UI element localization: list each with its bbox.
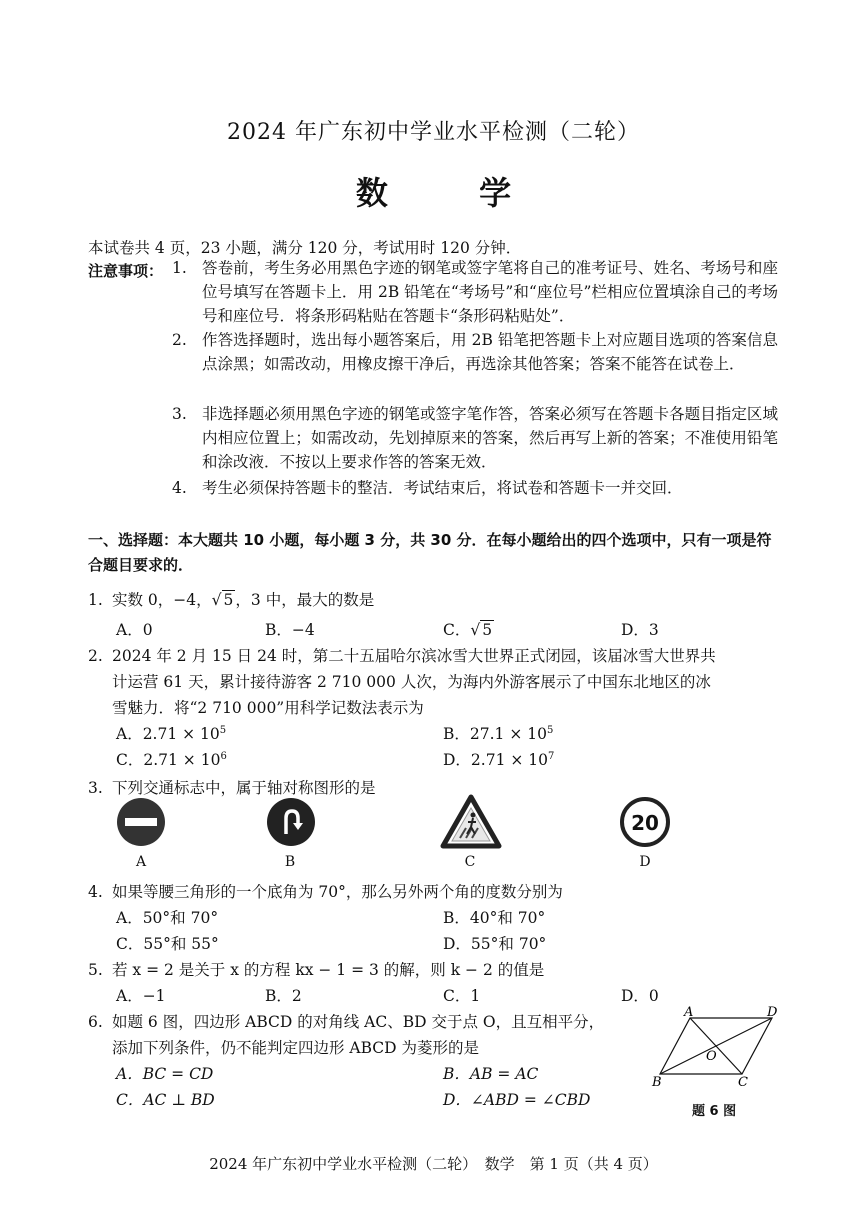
option-b: B．$27.1 \times 10^5$ (443, 724, 554, 743)
no-entry-sign-icon (115, 796, 167, 848)
speed-limit-value: 20 (631, 811, 659, 835)
notice-item (172, 402, 782, 474)
option-a: A．−1 (116, 987, 166, 1005)
question-3 (88, 776, 376, 798)
question-2 (88, 644, 716, 666)
vertex-c-label: C (738, 1075, 748, 1090)
question-number: 1. (88, 591, 103, 609)
speed-limit-sign-icon (619, 796, 671, 848)
notice-text: 答卷前，考生务必用黑色字迹的钢笔或签字笔将自己的准考证号、姓名、考场号和座位号填写在答题卡上．用 2B 铅笔在“考场号”和“座位号”栏相应位置填涂自己的考场号和座位号．将条形码粘贴在答题卡“条形码粘贴处”． (202, 259, 778, 325)
notice-item (172, 328, 782, 376)
question-number: 6. (88, 1013, 103, 1031)
option-b: B．AB = AC (443, 1065, 539, 1083)
notice-item (172, 256, 782, 328)
option-b: B．40°和 70° (443, 909, 546, 927)
question-number: 5. (88, 961, 103, 979)
notice-text: 作答选择题时，选出每小题答案后，用 2B 铅笔把答题卡上对应题目选项的答案信息点涂黑；如需改动，用橡皮擦干净后，再选涂其他答案；答案不能答在试卷上． (202, 331, 778, 373)
vertex-d-label: D (767, 1005, 778, 1020)
notice-number: 2. (172, 331, 187, 349)
vertex-a-label: A (684, 1005, 694, 1020)
option-d: D．55°和 70° (443, 935, 547, 953)
page-footer: 2024 年广东初中学业水平检测（二轮） 数学 第 1 页（共 4 页） (209, 1155, 658, 1173)
option-c: C．55°和 55° (116, 935, 219, 953)
option-c: C．1 (443, 987, 481, 1005)
option-d: D．$2.71 \times 10^7$ (443, 750, 555, 769)
sign-label-a: A (135, 854, 147, 870)
sign-label-d: D (639, 854, 651, 870)
question-4 (88, 880, 563, 902)
notice-label: 注意事项： (88, 262, 164, 280)
u-turn-sign-icon (265, 796, 317, 848)
question-1: 1. 实数 0，−4，√ 5 ，3 中，最大的数是 (88, 591, 375, 609)
figure-caption: 题 6 图 (692, 1104, 737, 1119)
exam-title: 2024 年广东初中学业水平检测（二轮） (227, 120, 640, 145)
option-b: B．−4 (265, 621, 315, 639)
option-b: B．2 (265, 987, 302, 1005)
option-d: D．3 (621, 621, 659, 639)
sign-label-c: C (464, 854, 476, 870)
notice-text: 非选择题必须用黑色字迹的钢笔或签字笔作答，答案必须写在答题卡各题目指定区域内相应位置上；如需改动，先划掉原来的答案，然后再写上新的答案；不准使用铅笔和涂改液．不按以上要求作答的答案无效． (202, 405, 778, 471)
question-stem: ，3 中，最大的数是 (235, 591, 375, 609)
notice-text: 考生必须保持答题卡的整洁．考试结束后，将试卷和答题卡一并交回． (202, 479, 683, 497)
question-stem: 如果等腰三角形的一个底角为 70°，那么另外两个角的度数分别为 (112, 883, 563, 901)
notice-number: 1. (172, 259, 187, 277)
question-6 (88, 1010, 604, 1032)
question-stem: 实数 0，−4， (112, 591, 212, 609)
question-6-figure (648, 1004, 788, 1090)
option-d: D．0 (621, 987, 659, 1005)
exam-intro: 本试卷共 4 页，23 小题，满分 120 分，考试用时 120 分钟． (88, 239, 522, 257)
question-5 (88, 958, 544, 980)
option-a: A．BC = CD (116, 1065, 214, 1083)
question-number: 4. (88, 883, 103, 901)
question-stem: 下列交通标志中，属于轴对称图形的是 (112, 779, 376, 797)
question-stem: 添加下列条件，仍不能判定四边形 ABCD 为菱形的是 (112, 1039, 480, 1057)
question-stem: 若 x = 2 是关于 x 的方程 kx − 1 = 3 的解，则 k − 2 的值是 (112, 961, 545, 979)
option-c: C．AC ⊥ BD (116, 1091, 215, 1109)
subject-title: 数 学 (355, 174, 552, 212)
option-d: D．∠ABD = ∠CBD (443, 1091, 591, 1109)
option-a: A．50°和 70° (116, 909, 219, 927)
question-number: 3. (88, 779, 103, 797)
sqrt-radicand: 5 (223, 591, 234, 609)
pedestrian-crossing-sign-icon (440, 794, 502, 850)
question-number: 2. (88, 647, 103, 665)
sign-label-b: B (284, 854, 296, 870)
option-c: C．$2.71 \times 10^6$ (116, 750, 227, 769)
question-stem: 2024 年 2 月 15 日 24 时，第二十五届哈尔滨冰雪大世界正式闭园，该届冰雪大世界共 (112, 647, 716, 665)
point-o-label: O (706, 1049, 717, 1064)
vertex-b-label: B (652, 1075, 662, 1090)
notice-number: 4. (172, 479, 187, 497)
option-a: A．$2.71 \times 10^5$ (116, 724, 227, 743)
question-stem: 如题 6 图，四边形 ABCD 的对角线 AC、BD 交于点 O，且互相平分， (112, 1013, 605, 1031)
notice-number: 3. (172, 405, 187, 423)
question-stem: 雪魅力．将“2 710 000”用科学记数法表示为 (112, 699, 424, 717)
notice-item (172, 476, 782, 500)
question-stem: 计运营 61 天，累计接待游客 2 710 000 人次，为海内外游客展示了中国东北地区的冰 (112, 673, 711, 691)
option-c: C．√ 5 (443, 621, 493, 639)
section-heading: 一、选择题：本大题共 10 小题，每小题 3 分，共 30 分．在每小题给出的四个选项中，只有一项是符合题目要求的． (88, 531, 772, 574)
option-a: A．0 (116, 621, 153, 639)
